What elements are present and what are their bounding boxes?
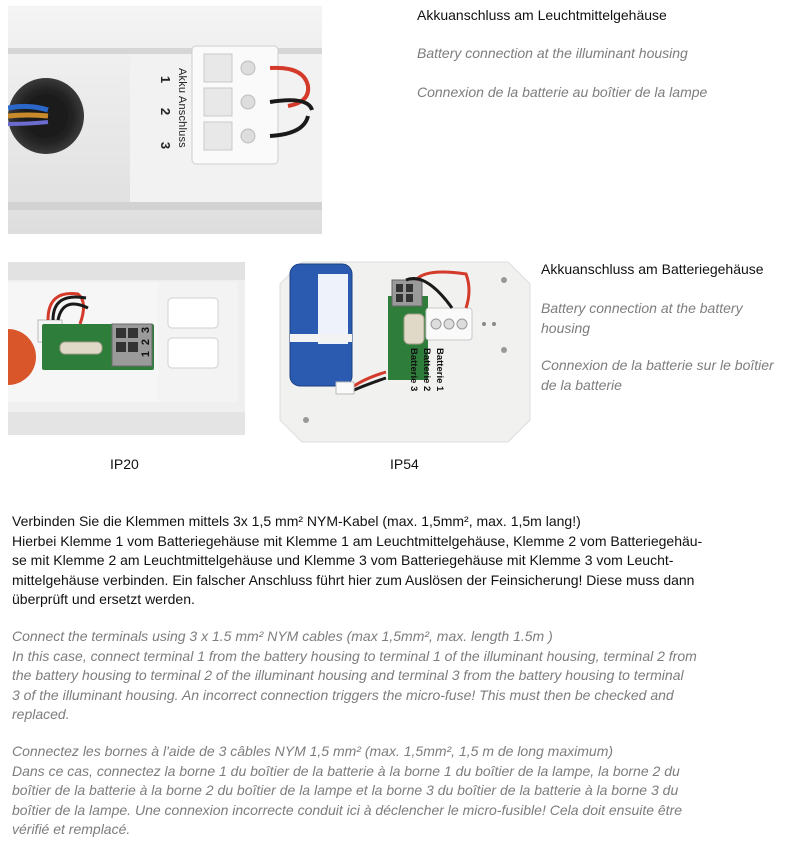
instructions-de: Verbinden Sie die Klemmen mittels 3x 1,5 mm² NYM-Kabel (max. 1,5mm², max. 1,5m lang!) Hierbei Klemme 1 vom Batteriegehäuse mit Klemme 1 am Leuchtmittelgehäuse, Klemme 2 vom Batteriegehäu- se mit Klemme 2 am Leuchtmittelgehäuse und Klemme 3 vom Batteriegehäuse mit Klemme 3 vom Leucht- mittelgehäuse verbinden. Ein falscher Anschluss führt hier zum Auslösen der Feinsicherung! Diese muss dann überprüft und ersetzt werden. (12, 513, 703, 607)
section2-title-de: Akkuanschluss am Batteriegehäuse (541, 261, 764, 277)
ip54-photo (276, 260, 532, 444)
ip20-illustration (8, 262, 245, 435)
ip20-number-2: 2 (140, 338, 153, 346)
instructions-en: Connect the terminals using 3 x 1.5 mm² NYM cables (max 1,5mm², max. length 1.5m ) In this case, connect terminal 1 from the battery housing to terminal 1 of the illuminant housing, terminal 2 from the battery housing to terminal 2 of the illuminant housing and terminal 3 from the battery housing to terminal 3 of the illuminant housing. An incorrect connection triggers the micro-fuse! This must then be checked and replaced. (12, 628, 697, 722)
ip20-photo (8, 262, 245, 435)
terminal-number-1: 1 (158, 75, 174, 84)
terminal-number-3: 3 (158, 141, 174, 150)
instructions-fr: Connectez les bornes à l'aide de 3 câbles NYM 1,5 mm² (max. 1,5mm², 1,5 m de long maximum) Dans ce cas, connectez la borne 1 du boîtier de la batterie à la borne 1 du boîtier de la lampe, la borne 2 du boîtier de la batterie à la borne 2 du boîtier de la lampe et la borne 3 du boîtier de la batterie à la borne 3 du boîtier de la lampe. Une connexion incorrecte conduit ici à déclencher le micro-fusible! Cela doit ensuite être vérifié et remplacé. (12, 743, 683, 837)
illuminant-housing-photo (8, 6, 322, 234)
section1-title-fr: Connexion de la batterie au boîtier de la lampe (417, 84, 708, 100)
section1-title-en: Battery connection at the illuminant housing (417, 45, 688, 61)
section2-title-en: Battery connection at the battery housing (541, 300, 743, 336)
section1-title-de: Akkuanschluss am Leuchtmittelgehäuse (417, 7, 667, 23)
ip20-caption: IP20 (110, 456, 139, 472)
ip54-caption: IP54 (390, 456, 419, 472)
ip20-number-3: 3 (140, 326, 153, 334)
illuminant-housing-illustration (8, 6, 322, 234)
ip54-label-1: Batterie 1 (434, 348, 445, 392)
ip20-number-1: 1 (140, 350, 153, 358)
terminal-label: Akku Anschluss (176, 68, 188, 148)
ip54-label-3: Batterie 3 (408, 348, 419, 392)
ip54-label-2: Batterie 2 (421, 348, 432, 392)
ip54-illustration (276, 260, 532, 444)
terminal-number-2: 2 (158, 107, 174, 116)
section2-title-fr: Connexion de la batterie sur le boîtier de la batterie (541, 357, 774, 393)
